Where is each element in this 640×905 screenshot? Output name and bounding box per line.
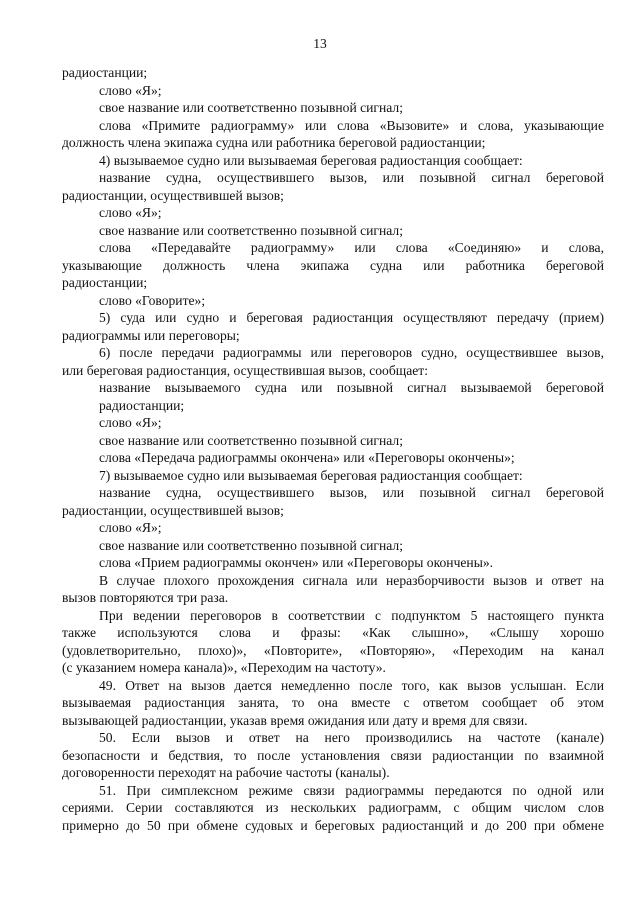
text-line: (удовлетворительно, плохо)», «Повторите», «Повторяю», «Переходим на канал <box>62 642 604 658</box>
text-line: радиограммы или переговоры; <box>62 327 240 343</box>
text-line: название судна, осуществившего вызов, или позывной сигнал береговой <box>99 485 604 500</box>
page-number: 13 <box>313 36 327 51</box>
text-line: слово «Я»; <box>99 520 162 535</box>
text-line: радиостанции; <box>62 275 148 290</box>
document-body <box>62 64 604 834</box>
text-line: вызываемая радиостанция занята, то она вместе с ответом сообщает об этом <box>62 695 604 710</box>
text-line: В случае плохого прохождения сигнала или неразборчивости вызов и ответ на <box>99 572 604 588</box>
text-line: слово «Я»; <box>99 415 162 430</box>
text-line: слово «Я»; <box>99 82 162 98</box>
text-line: свое название или соответственно позывной сигнал; <box>99 537 403 553</box>
text-line: 51. При симплексном режиме связи радиограммы передаются по одной или <box>99 782 604 798</box>
text-line: свое название или соответственно позывной сигнал; <box>99 222 403 238</box>
text-line: договоренности переходят на рабочие частоты (каналы). <box>62 765 390 780</box>
text-line: радиостанции, осуществившей вызов; <box>62 187 284 203</box>
text-line: При ведении переговоров в соответствии с подпунктом 5 настоящего пункта <box>99 607 604 623</box>
text-line: слова «Прием радиограммы окончен» или «Переговоры окончены». <box>99 555 494 570</box>
text-line: 49. Ответ на вызов дается немедленно после того, как вызов услышан. Если <box>99 677 604 693</box>
text-line: 6) после передачи радиограммы или переговоров судно, осуществившее вызов, <box>99 345 604 360</box>
text-line: безопасности и бедствия, то после установления связи радиостанции по взаимной <box>62 747 604 763</box>
text-line: сериями. Серии составляются из нескольких радиограмм, с общим числом слов <box>62 800 604 815</box>
text-line: слова «Примите радиограмму» или слова «Вызовите» и слова, указывающие <box>99 117 604 133</box>
text-line: название судна, осуществившего вызов, или позывной сигнал береговой <box>99 170 604 185</box>
text-line: свое название или соответственно позывной сигнал; <box>99 432 403 448</box>
text-line: (с указанием номера канала)», «Переходим на частоту». <box>62 660 386 675</box>
text-line: 4) вызываемое судно или вызываемая береговая радиостанция сообщает: <box>99 152 523 168</box>
text-line: примерно до 50 при обмене судовых и береговых радиостанций и до 200 при обмене <box>62 817 604 833</box>
text-line: должность члена экипажа судна или работника береговой радиостанции; <box>62 135 486 150</box>
text-line: слово «Я»; <box>99 205 162 220</box>
text-line: или береговая радиостанция, осуществившая вызов, сообщает: <box>62 362 429 378</box>
text-line: 7) вызываемое судно или вызываемая береговая радиостанция сообщает: <box>99 467 523 483</box>
text-line: вызов повторяются три раза. <box>62 590 229 605</box>
text-line: 50. Если вызов и ответ на него производились на частоте (канале) <box>99 730 604 745</box>
text-line: указывающие должность члена экипажа судна или работника береговой <box>62 257 604 273</box>
text-line: вызывающей радиостанции, указав время ожидания или дату и время для связи. <box>62 712 528 728</box>
text-line: 5) суда или судно и береговая радиостанция осуществляют передачу (прием) <box>99 310 604 325</box>
text-line: слова «Передавайте радиограмму» или слова «Соединяю» и слова, <box>99 240 604 255</box>
text-line: название вызываемого судна или позывной сигнал вызываемой береговой <box>99 380 604 395</box>
text-line: радиостанции; <box>62 65 148 80</box>
text-line: также используются слова и фразы: «Как слышно», «Слышу хорошо <box>62 625 604 640</box>
text-line: слово «Говорите»; <box>99 292 206 308</box>
text-line: слова «Передача радиограммы окончена» или «Переговоры окончены»; <box>99 450 515 465</box>
text-line: радиостанции; <box>99 397 185 413</box>
text-line: радиостанции, осуществившей вызов; <box>62 502 284 518</box>
text-line: свое название или соответственно позывной сигнал; <box>99 100 403 115</box>
